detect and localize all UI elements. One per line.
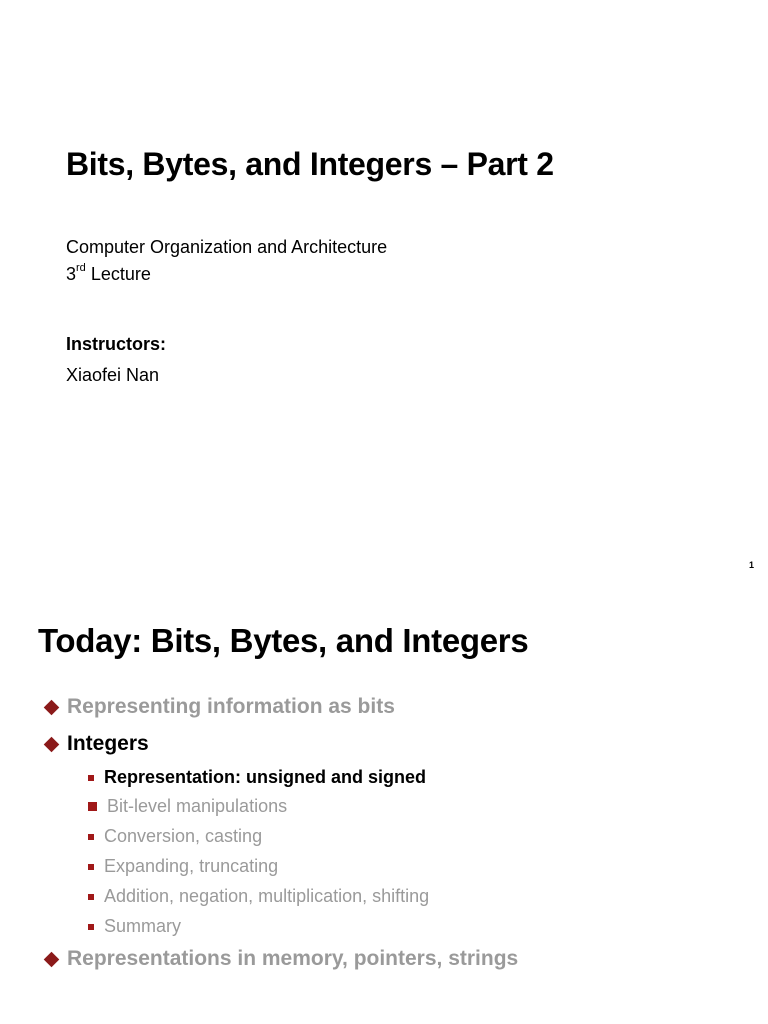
square-bullet-icon xyxy=(88,894,94,900)
course-name: Computer Organization and Architecture xyxy=(66,237,388,257)
sub-item-conversion: Conversion, casting xyxy=(88,826,262,847)
agenda-title: Today: Bits, Bytes, and Integers xyxy=(38,622,529,659)
lecture-number: 3rd Lecture xyxy=(66,262,151,284)
agenda-item-bits: Representing information as bits xyxy=(46,695,395,719)
page-number: 1 xyxy=(749,560,755,570)
square-bullet-icon xyxy=(88,924,94,930)
square-bullet-icon xyxy=(88,834,94,840)
slide-title: Bits, Bytes, and Integers – Part 2 xyxy=(66,146,554,182)
square-bullet-icon xyxy=(88,802,97,811)
diamond-bullet-icon xyxy=(44,699,60,715)
agenda-item-memory: Representations in memory, pointers, strings xyxy=(46,947,518,971)
square-bullet-icon xyxy=(88,864,94,870)
sub-item-expanding: Expanding, truncating xyxy=(88,856,278,877)
sub-item-summary: Summary xyxy=(88,916,181,937)
instructors-label: Instructors: xyxy=(66,334,167,354)
sub-item-representation: Representation: unsigned and signed xyxy=(88,767,426,788)
sub-item-bit-level: Bit-level manipulations xyxy=(88,796,287,817)
square-bullet-icon xyxy=(88,775,94,781)
agenda-item-integers: Integers xyxy=(46,732,149,756)
diamond-bullet-icon xyxy=(44,951,60,967)
agenda-slide xyxy=(0,588,768,1024)
instructor-name: Xiaofei Nan xyxy=(66,365,160,385)
sub-item-addition: Addition, negation, multiplication, shifting xyxy=(88,886,429,907)
diamond-bullet-icon xyxy=(44,736,60,752)
